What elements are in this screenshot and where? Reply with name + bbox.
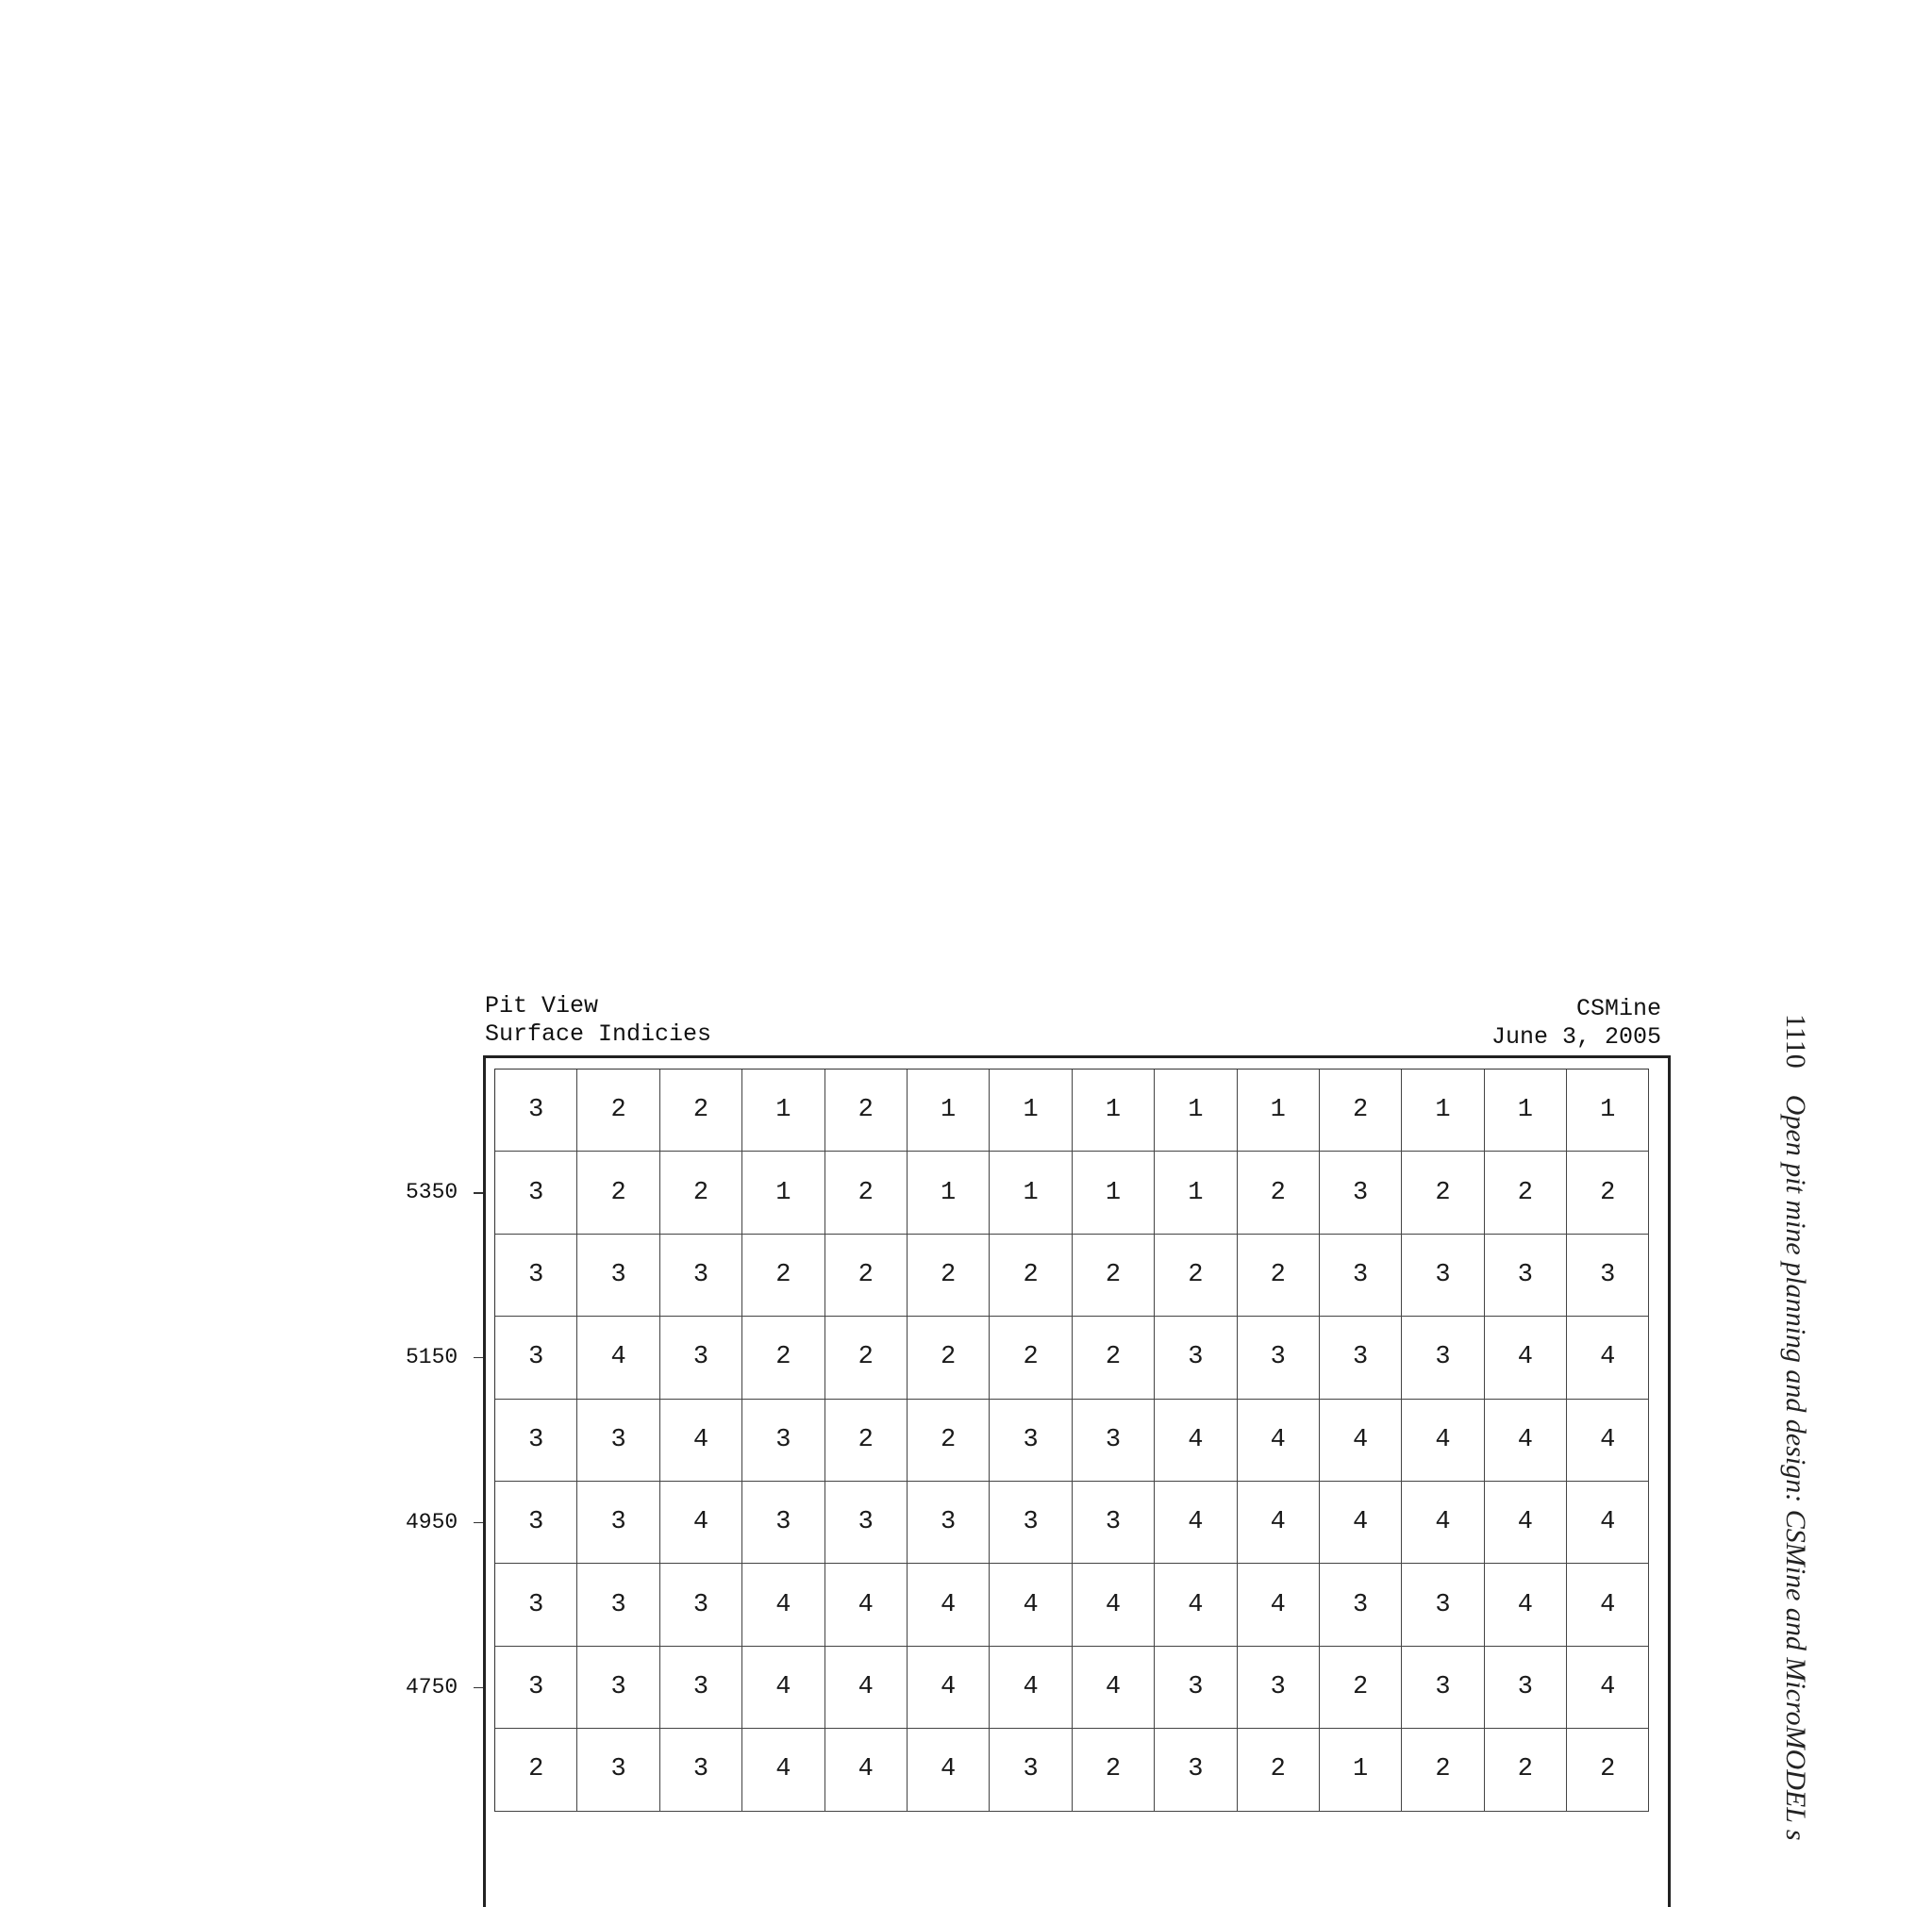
grid-cell: 2 [825, 1400, 908, 1482]
grid-cell: 3 [990, 1400, 1072, 1482]
grid-cell: 4 [1567, 1317, 1649, 1399]
grid-cell: 3 [577, 1564, 659, 1646]
grid-cell: 2 [1238, 1152, 1320, 1234]
grid-cell: 3 [1155, 1647, 1237, 1729]
grid-cell: 1 [1155, 1152, 1237, 1234]
grid-cell: 3 [577, 1235, 659, 1317]
grid-cell: 3 [495, 1647, 577, 1729]
grid-cell: 3 [495, 1317, 577, 1399]
grid-cell: 4 [1485, 1317, 1567, 1399]
grid-cell: 1 [1567, 1070, 1649, 1152]
grid-cell: 3 [495, 1564, 577, 1646]
grid-cell: 2 [825, 1070, 908, 1152]
grid-cell: 1 [1320, 1729, 1402, 1811]
grid-cell: 2 [1238, 1729, 1320, 1811]
figure-header-left [485, 992, 711, 1049]
grid-cell: 3 [1485, 1647, 1567, 1729]
grid-cell: 2 [825, 1152, 908, 1234]
grid-cell: 4 [908, 1729, 990, 1811]
grid-cell: 4 [1155, 1482, 1237, 1564]
grid-cell: 3 [495, 1070, 577, 1152]
figure-subtitle: Surface Indicies [485, 1020, 712, 1048]
grid-cell: 4 [1567, 1564, 1649, 1646]
grid-cell: 4 [1238, 1482, 1320, 1564]
running-head [1779, 1014, 1811, 1841]
y-axis-tick [474, 1687, 483, 1689]
grid-cell: 4 [1485, 1400, 1567, 1482]
grid-cell: 2 [577, 1070, 659, 1152]
running-head-title: Open pit mine planning and design: CSMine and MicroMODEL s [1780, 1094, 1811, 1841]
grid-cell: 3 [577, 1400, 659, 1482]
grid-cell: 2 [1320, 1647, 1402, 1729]
grid-cell: 1 [908, 1152, 990, 1234]
grid-cell: 2 [825, 1317, 908, 1399]
grid-cell: 3 [1320, 1152, 1402, 1234]
grid-cell: 4 [1485, 1482, 1567, 1564]
grid-cell: 3 [660, 1235, 742, 1317]
grid-cell: 2 [990, 1235, 1072, 1317]
page-number: 1110 [1780, 1014, 1811, 1069]
grid-cell: 2 [1238, 1235, 1320, 1317]
grid-cell: 3 [1402, 1317, 1484, 1399]
grid-cell: 2 [1567, 1152, 1649, 1234]
grid-cell: 4 [1155, 1400, 1237, 1482]
grid-cell: 3 [1073, 1400, 1155, 1482]
grid-cell: 4 [742, 1564, 824, 1646]
grid-cell: 4 [742, 1729, 824, 1811]
grid-cell: 3 [742, 1400, 824, 1482]
grid-cell: 4 [825, 1647, 908, 1729]
y-axis-tick [474, 1357, 483, 1359]
grid-cell: 4 [1402, 1400, 1484, 1482]
grid-cell: 4 [990, 1564, 1072, 1646]
grid-cell: 3 [1567, 1235, 1649, 1317]
grid-cell: 4 [1567, 1647, 1649, 1729]
grid-cell: 2 [825, 1235, 908, 1317]
y-axis-label: 5350 [406, 1180, 458, 1205]
grid-cell: 4 [1073, 1564, 1155, 1646]
grid-cell: 1 [742, 1152, 824, 1234]
grid-cell: 3 [660, 1317, 742, 1399]
grid-cell: 1 [1485, 1070, 1567, 1152]
grid-cell: 2 [1073, 1729, 1155, 1811]
grid-cell: 3 [577, 1482, 659, 1564]
grid-cell: 2 [1402, 1152, 1484, 1234]
grid-cell: 2 [908, 1317, 990, 1399]
grid-cell: 4 [742, 1647, 824, 1729]
grid-cell: 4 [1238, 1564, 1320, 1646]
grid-cell: 4 [908, 1647, 990, 1729]
grid-cell: 3 [1238, 1317, 1320, 1399]
grid-cell: 4 [1320, 1482, 1402, 1564]
grid-cell: 2 [660, 1152, 742, 1234]
figure-title: Pit View [485, 992, 599, 1020]
grid-cell: 2 [495, 1729, 577, 1811]
grid-cell: 1 [1073, 1070, 1155, 1152]
grid-cell: 2 [742, 1235, 824, 1317]
y-axis-tick [474, 1192, 483, 1194]
grid-cell: 4 [1155, 1564, 1237, 1646]
grid-cell: 2 [1155, 1235, 1237, 1317]
grid-cell: 1 [1402, 1070, 1484, 1152]
grid-cell: 1 [742, 1070, 824, 1152]
grid-cell: 1 [1073, 1152, 1155, 1234]
grid-cell: 3 [1485, 1235, 1567, 1317]
grid-cell: 3 [660, 1729, 742, 1811]
grid-cell: 2 [1402, 1729, 1484, 1811]
y-axis-tick [474, 1522, 483, 1524]
grid-cell: 3 [990, 1482, 1072, 1564]
grid-cell: 2 [990, 1317, 1072, 1399]
grid-cell: 4 [990, 1647, 1072, 1729]
grid-cell: 3 [1402, 1235, 1484, 1317]
figure-date: June 3, 2005 [1491, 1023, 1661, 1051]
grid-cell: 2 [908, 1235, 990, 1317]
grid-cell: 4 [1402, 1482, 1484, 1564]
grid-cell: 3 [495, 1152, 577, 1234]
grid-cell: 4 [1238, 1400, 1320, 1482]
grid-cell: 2 [1073, 1235, 1155, 1317]
grid-cell: 4 [1485, 1564, 1567, 1646]
grid-cell: 4 [577, 1317, 659, 1399]
software-name: CSMine [1575, 995, 1661, 1022]
grid-cell: 3 [1238, 1647, 1320, 1729]
grid-cell: 2 [1073, 1317, 1155, 1399]
grid-cell: 3 [577, 1729, 659, 1811]
grid-cell: 3 [1320, 1564, 1402, 1646]
grid-cell: 1 [990, 1070, 1072, 1152]
grid-cell: 3 [660, 1564, 742, 1646]
grid-cell: 4 [1320, 1400, 1402, 1482]
y-axis-label: 4750 [406, 1674, 458, 1700]
y-axis-label: 5150 [406, 1344, 458, 1369]
grid-cell: 3 [1402, 1564, 1484, 1646]
y-axis-label: 4950 [406, 1509, 458, 1534]
grid-cell: 3 [1320, 1317, 1402, 1399]
grid-cell: 3 [825, 1482, 908, 1564]
grid-cell: 3 [1155, 1317, 1237, 1399]
grid-cell: 4 [1567, 1400, 1649, 1482]
grid-cell: 4 [825, 1564, 908, 1646]
grid-cell: 3 [990, 1729, 1072, 1811]
grid-cell: 1 [1238, 1070, 1320, 1152]
grid-cell: 3 [1402, 1647, 1484, 1729]
grid-cell: 3 [660, 1647, 742, 1729]
grid-cell: 4 [908, 1564, 990, 1646]
grid-cell: 1 [908, 1070, 990, 1152]
grid-cell: 3 [495, 1482, 577, 1564]
grid-cell: 1 [1155, 1070, 1237, 1152]
grid-cell: 2 [1485, 1152, 1567, 1234]
grid-cell: 2 [577, 1152, 659, 1234]
grid-cell: 3 [495, 1235, 577, 1317]
grid-cell: 4 [660, 1482, 742, 1564]
grid-cell: 4 [825, 1729, 908, 1811]
grid-cell: 2 [1320, 1070, 1402, 1152]
grid-cell: 4 [660, 1400, 742, 1482]
grid-cell: 3 [1073, 1482, 1155, 1564]
grid-cell: 4 [1567, 1482, 1649, 1564]
grid-cell: 3 [1320, 1235, 1402, 1317]
grid-cell: 1 [990, 1152, 1072, 1234]
grid-cell: 3 [908, 1482, 990, 1564]
grid-cell: 2 [1485, 1729, 1567, 1811]
grid-cell: 2 [660, 1070, 742, 1152]
surface-index-grid [494, 1069, 1649, 1812]
grid-cell: 4 [1073, 1647, 1155, 1729]
grid-cell: 3 [577, 1647, 659, 1729]
grid-cell: 2 [908, 1400, 990, 1482]
grid-cell: 3 [742, 1482, 824, 1564]
grid-cell: 3 [1155, 1729, 1237, 1811]
grid-cell: 2 [742, 1317, 824, 1399]
grid-cell: 2 [1567, 1729, 1649, 1811]
figure-header-right [1491, 995, 1661, 1052]
grid-cell: 3 [495, 1400, 577, 1482]
